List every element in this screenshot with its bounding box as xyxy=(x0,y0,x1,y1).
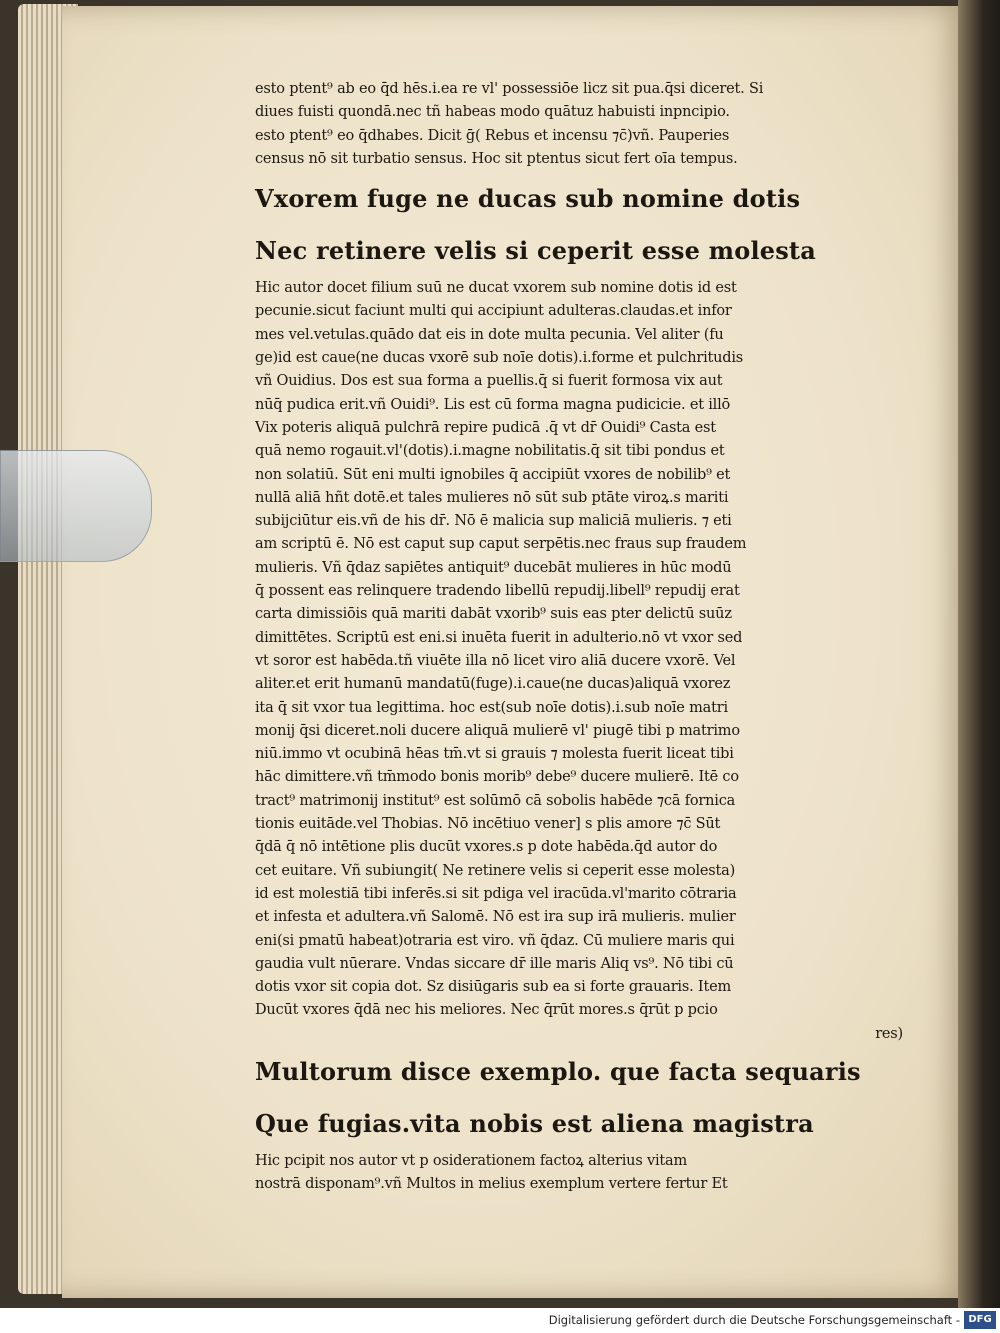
text-line: am scriptū ē. Nō est caput sup caput serpētis.nec fraus sup fraudem xyxy=(255,536,747,553)
text-line: quā nemo rogauit.vl'(dotis).i.magne nobilitatis.q̄ sit tibi pondus et xyxy=(255,443,725,460)
text-line: mes vel.vetulas.quādo dat eis in dote multa pecunia. Vel aliter (fu xyxy=(255,326,724,343)
text-line: Hic autor docet filium suū ne ducat vxorem sub nomine dotis id est xyxy=(255,280,737,297)
text-line: aliter.et erit humanū mandatū(fuge).i.caue(ne ducas)aliquā vxorez xyxy=(255,676,731,693)
text-line: q̄dā q̄ nō intētione plis ducūt vxores.s p dote habēda.q̄d autor do xyxy=(255,839,718,856)
text-line: carta dimissiōis quā mariti dabāt vxorib⁹ suis eas pter delictū suūz xyxy=(255,606,732,623)
text-line: et infesta et adultera.vñ Salomē. Nō est ira sup irā mulieris. mulier xyxy=(255,909,736,926)
text-line: subijciūtur eis.vñ de his dr̄. Nō ē malicia sup maliciā mulieris. ⁊ eti xyxy=(255,513,732,530)
text-line: id est molestiā tibi inferēs.si sit pdiga vel iracūda.vl'marito cōtraria xyxy=(255,885,737,902)
text-line: Hic pcipit nos autor vt p osiderationem factoꝝ alterius vitam xyxy=(255,1152,688,1169)
dfg-logo: DFG xyxy=(964,1311,996,1329)
text-line: eni(si pmatū habeat)otraria est viro. vñ q̄daz. Cū muliere maris qui xyxy=(255,932,735,949)
text-line: vñ Ouidius. Dos est sua forma a puellis.q̄ si fuerit formosa vix aut xyxy=(255,373,723,390)
text-line: pecunie.sicut faciunt multi qui accipiunt adulteras.claudas.et infor xyxy=(255,303,732,320)
text-line: q̄ possent eas relinquere tradendo libellū repudij.libell⁹ repudij erat xyxy=(255,583,740,600)
text-line: nostrā disponam⁹.vñ Multos in melius exemplum vertere fertur Et xyxy=(255,1176,728,1193)
text-line: mulieris. Vñ q̄daz sapiētes antiquit⁹ ducebāt mulieres in hūc modū xyxy=(255,559,732,576)
text-line: tionis euitāde.vel Thobias. Nō incētiuo vener] s plis amore ⁊c̄ Sūt xyxy=(255,816,721,833)
page-text xyxy=(255,78,903,1197)
text-line: diues fuisti quondā.nec tñ habeas modo quātuz habuisti inpncipio. xyxy=(255,104,730,121)
text-line: esto ptent⁹ ab eo q̄d hēs.i.ea re vl' possessiōe licz sit pua.q̄si diceret. Si xyxy=(255,81,764,97)
text-line: census nō sit turbatio sensus. Hoc sit ptentus sicut fert oīa tempus. xyxy=(255,150,738,167)
text-line: esto ptent⁹ eo q̄dhabes. Dicit ḡ( Rebus et incensu ⁊c̄)vñ. Pauperies xyxy=(255,127,730,144)
text-line: non solatiū. Sūt eni multi ignobiles q̄ accipiūt vxores de nobilib⁹ et xyxy=(255,466,731,483)
text-line: Ducūt vxores q̄dā nec his meliores. Nec q̄rūt mores.s q̄rūt p pcio xyxy=(255,1002,718,1019)
text-line: gaudia vult nūerare. Vndas siccare dr̄ ille maris Aliq vs⁹. Nō tibi cū xyxy=(255,955,734,972)
text-line: Vix poteris aliquā pulchrā repire pudicā .q̄ vt dr̄ Ouidi⁹ Casta est xyxy=(255,419,716,436)
footer-bar xyxy=(0,1308,1000,1333)
text-line: hāc dimittere.vñ tm̄modo bonis morib⁹ debe⁹ ducere mulierē. Itē co xyxy=(255,769,739,786)
footer-credit: Digitalisierung gefördert durch die Deutsche Forschungsgemeinschaft - xyxy=(548,1313,960,1327)
text-line: res) xyxy=(875,1025,903,1042)
verse-heading: Que fugias.vita nobis est aliena magistra xyxy=(255,1108,814,1138)
verse-heading: Multorum disce exemplo. que facta sequaris xyxy=(255,1056,861,1086)
text-line: nūq̄ pudica erit.vñ Ouidi⁹. Lis est cū forma magna pudicicie. et illō xyxy=(255,396,731,413)
text-line: tract⁹ matrimonij institut⁹ est solūmō cā sobolis habēde ⁊cā fornica xyxy=(255,792,736,809)
text-line: dimittētes. Scriptū est eni.si inuēta fuerit in adulterio.nō vt vxor sed xyxy=(255,629,743,646)
text-line: ita q̄ sit vxor tua legittima. hoc est(sub noīe dotis).i.sub noīe matri xyxy=(255,699,728,716)
text-line: nullā aliā hñt dotē.et tales mulieres nō sūt sub ptāte viroꝝ.s mariti xyxy=(255,489,729,506)
text-line: ge)id est caue(ne ducas vxorē sub noīe dotis).i.forme et pulchritudis xyxy=(255,350,744,367)
text-line: vt soror est habēda.tñ viuēte illa nō licet viro aliā ducere vxorē. Vel xyxy=(255,652,736,669)
text-line: cet euitare. Vñ subiungit( Ne retinere velis si ceperit esse molesta) xyxy=(255,862,736,879)
text-line: niū.immo vt ocubinā hēas tm̄.vt si grauis ⁊ molesta fuerit liceat tibi xyxy=(255,746,734,763)
verse-heading: Vxorem fuge ne ducas sub nomine dotis xyxy=(255,184,801,214)
page-clip xyxy=(0,450,152,562)
gutter xyxy=(958,0,1000,1308)
verse-heading: Nec retinere velis si ceperit esse molesta xyxy=(255,236,816,266)
text-line: dotis vxor sit copia dot. Sz disiūgaris sub ea si forte grauaris. Item xyxy=(255,979,732,996)
text-line: monij q̄si diceret.noli ducere aliquā mulierē vl' piugē tibi p matrimo xyxy=(255,722,740,739)
